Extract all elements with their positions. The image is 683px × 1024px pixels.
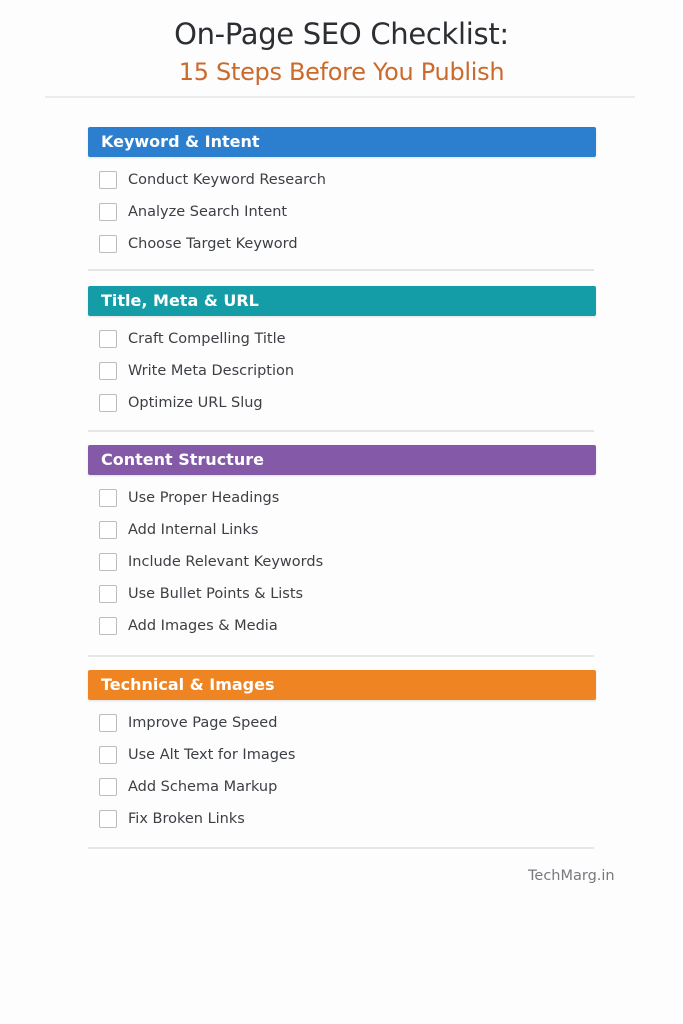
checklist-item[interactable] bbox=[88, 356, 596, 388]
checkbox[interactable] bbox=[99, 394, 117, 412]
item-label: Analyze Search Intent bbox=[128, 204, 288, 220]
checkbox[interactable] bbox=[99, 362, 117, 380]
item-label: Craft Compelling Title bbox=[128, 331, 286, 347]
checklist-item[interactable] bbox=[88, 515, 596, 547]
checklist-item[interactable] bbox=[88, 165, 596, 197]
checkbox[interactable] bbox=[99, 810, 117, 828]
section-divider bbox=[88, 655, 594, 657]
checkbox[interactable] bbox=[99, 746, 117, 764]
section-divider bbox=[88, 430, 594, 432]
section-content-structure bbox=[88, 445, 596, 643]
checkbox[interactable] bbox=[99, 521, 117, 539]
checklist-item[interactable] bbox=[88, 483, 596, 515]
checklist-item[interactable] bbox=[88, 197, 596, 229]
section-keyword-intent bbox=[88, 127, 596, 261]
header-divider bbox=[45, 96, 635, 98]
item-label: Improve Page Speed bbox=[128, 715, 278, 731]
checkbox[interactable] bbox=[99, 553, 117, 571]
checklist-item[interactable] bbox=[88, 740, 596, 772]
checkbox[interactable] bbox=[99, 235, 117, 253]
checkbox[interactable] bbox=[99, 171, 117, 189]
checklist-item[interactable] bbox=[88, 229, 596, 261]
item-label: Fix Broken Links bbox=[128, 811, 245, 827]
item-label: Add Internal Links bbox=[128, 522, 259, 538]
checkbox[interactable] bbox=[99, 617, 117, 635]
page-title: On-Page SEO Checklist: bbox=[174, 17, 509, 51]
section-technical-images bbox=[88, 670, 596, 836]
item-label: Add Schema Markup bbox=[128, 779, 278, 795]
section-header: Content Structure bbox=[88, 445, 596, 475]
item-label: Add Images & Media bbox=[128, 618, 278, 634]
item-label: Use Proper Headings bbox=[128, 490, 280, 506]
checkbox[interactable] bbox=[99, 203, 117, 221]
checklist-item[interactable] bbox=[88, 579, 596, 611]
section-divider bbox=[88, 847, 594, 849]
item-label: Include Relevant Keywords bbox=[128, 554, 324, 570]
item-label: Use Bullet Points & Lists bbox=[128, 586, 304, 602]
item-label: Use Alt Text for Images bbox=[128, 747, 296, 763]
checklist-item[interactable] bbox=[88, 708, 596, 740]
checklist-item[interactable] bbox=[88, 804, 596, 836]
checklist-item[interactable] bbox=[88, 547, 596, 579]
checklist-item[interactable] bbox=[88, 324, 596, 356]
page-subtitle: 15 Steps Before You Publish bbox=[178, 58, 505, 86]
checkbox[interactable] bbox=[99, 489, 117, 507]
item-label: Optimize URL Slug bbox=[128, 395, 263, 411]
checkbox[interactable] bbox=[99, 778, 117, 796]
item-label: Write Meta Description bbox=[128, 363, 295, 379]
checkbox[interactable] bbox=[99, 330, 117, 348]
checklist-item[interactable] bbox=[88, 772, 596, 804]
section-header: Keyword & Intent bbox=[88, 127, 596, 157]
section-header: Technical & Images bbox=[88, 670, 596, 700]
section-header: Title, Meta & URL bbox=[88, 286, 596, 316]
checklist-item[interactable] bbox=[88, 611, 596, 643]
item-label: Conduct Keyword Research bbox=[128, 172, 326, 188]
item-label: Choose Target Keyword bbox=[128, 236, 298, 252]
section-title-meta-url bbox=[88, 286, 596, 420]
checkbox[interactable] bbox=[99, 585, 117, 603]
checkbox[interactable] bbox=[99, 714, 117, 732]
footer-brand: TechMarg.in bbox=[528, 868, 615, 884]
checklist-item[interactable] bbox=[88, 388, 596, 420]
section-divider bbox=[88, 269, 594, 271]
